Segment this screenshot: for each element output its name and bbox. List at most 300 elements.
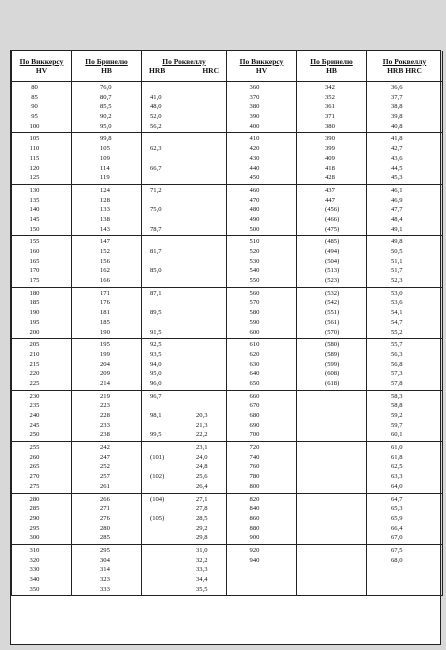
rockwell-hrb-value: 96,7: [150, 392, 162, 400]
vickers-cell-value: 245: [29, 421, 40, 429]
rockwell-hrb-value: [142, 173, 180, 183]
rockwell-hrc-value: [180, 93, 218, 103]
brinell-cell-value: 266: [100, 495, 110, 503]
rockwell-right-cell: [367, 390, 443, 441]
rockwell-hrc-value: [180, 298, 218, 308]
rockwell-right-cell-value: 43,6: [391, 154, 403, 162]
brinell-cell-value: 156: [100, 257, 110, 265]
brinell-cell-value: 128: [100, 196, 110, 204]
brinell-right-cell-value: (532): [325, 289, 340, 297]
brinell-right-cell: [297, 544, 367, 595]
rockwell-hrc-value: [180, 257, 218, 267]
brinell-right-cell-value: [297, 565, 366, 575]
vickers-cell: [12, 442, 72, 493]
brinell-cell-value: 223: [100, 402, 110, 410]
rockwell-hrc-value: 33,3: [196, 566, 208, 574]
vickers-cell-value: 130: [29, 186, 40, 194]
vickers-right-cell-value: 940: [249, 556, 260, 564]
brinell-cell: [72, 133, 142, 184]
brinell-cell-value: 85,5: [100, 103, 112, 111]
brinell-right-cell-value: [297, 575, 366, 585]
rockwell-right-cell-value: 42,7: [391, 145, 403, 153]
hardness-conversion-table-sheet: [10, 50, 441, 645]
vickers-cell: [12, 493, 72, 544]
rockwell-hrc-value: [180, 237, 218, 247]
rockwell-right-cell-value: 60,1: [391, 431, 403, 439]
rockwell-right-cell: [367, 339, 443, 390]
brinell-right-cell-value: (513): [325, 267, 340, 275]
rockwell-right-cell-value: 56,3: [391, 350, 403, 358]
table-row: [12, 287, 443, 338]
vickers-cell-value: 260: [29, 453, 40, 461]
brinell-cell-value: 185: [100, 318, 110, 326]
rockwell-right-cell-value: 64,7: [391, 495, 403, 503]
brinell-right-cell-value: (599): [325, 360, 340, 368]
vickers-cell-value: 110: [29, 145, 40, 153]
brinell-cell-value: 314: [100, 566, 110, 574]
brinell-right-cell-value: (608): [325, 370, 340, 378]
brinell-cell-value: 219: [100, 392, 110, 400]
brinell-right-cell-value: 428: [325, 174, 335, 182]
brinell-right-cell-value: [297, 462, 366, 472]
vickers-cell-value: 280: [29, 495, 40, 503]
vickers-right-cell-value: 650: [249, 379, 260, 387]
vickers-right-cell-value: 860: [249, 514, 260, 522]
brinell-right-cell-value: 447: [325, 196, 335, 204]
brinell-right-cell-value: [297, 504, 366, 514]
vickers-cell-value: 290: [29, 514, 40, 522]
brinell-cell-value: 271: [100, 505, 110, 513]
brinell-right-cell-value: (589): [325, 350, 340, 358]
rockwell-right-cell-value: 49,1: [391, 225, 403, 233]
rockwell-hrb-value: [142, 546, 180, 556]
rockwell-hrc-value: 29,8: [196, 534, 208, 542]
table-row: [12, 493, 443, 544]
rockwell-hrc-value: 32,2: [196, 556, 208, 564]
brinell-right-cell-value: (485): [325, 238, 340, 246]
rockwell-hrb-value: 48,0: [150, 103, 162, 111]
brinell-cell-value: 304: [100, 556, 110, 564]
rockwell-right-cell-value: 45,3: [391, 174, 403, 182]
brinell-right-cell: [297, 236, 367, 287]
rockwell-hrb-value: [142, 524, 180, 534]
table-row: [12, 390, 443, 441]
vickers-cell-value: 240: [29, 412, 40, 419]
rockwell-hrb-value: [142, 556, 180, 566]
brinell-right-cell: [297, 287, 367, 338]
vickers-cell-value: 115: [29, 154, 40, 162]
rockwell-hrc-value: [180, 144, 218, 154]
brinell-cell-value: 124: [100, 186, 110, 194]
rockwell-hrc-value: 34,4: [196, 576, 208, 583]
rockwell-right-cell-value: [367, 565, 442, 575]
brinell-cell-value: 280: [100, 524, 110, 532]
rockwell-hrb-value: 41,0: [150, 93, 162, 101]
table-row: [12, 133, 443, 184]
vickers-right-cell-value: 760: [249, 463, 260, 471]
rockwell-hrb-value: 96,0: [150, 379, 162, 387]
rockwell-hrc-value: 24,0: [196, 453, 208, 461]
vickers-right-cell-value: 550: [249, 277, 260, 285]
vickers-right-cell-value: 510: [249, 238, 260, 246]
vickers-cell-value: 95: [31, 113, 38, 121]
brinell-cell: [72, 82, 142, 133]
brinell-right-cell-value: [297, 453, 366, 463]
brinell-cell-value: 176: [100, 299, 110, 307]
rockwell-cell: [142, 236, 227, 287]
vickers-cell-value: 80: [31, 84, 38, 91]
rockwell-hrc-value: [180, 308, 218, 318]
vickers-cell-value: 105: [29, 135, 40, 143]
rockwell-right-cell-value: 58,3: [391, 392, 403, 400]
rockwell-hrc-value: [180, 134, 218, 144]
brinell-right-cell-value: (580): [325, 341, 340, 349]
vickers-right-cell-value: 360: [249, 84, 260, 91]
rockwell-right-cell-value: 68,0: [391, 556, 403, 564]
brinell-cell-value: 261: [100, 482, 110, 490]
brinell-cell-value: 257: [100, 473, 110, 481]
rockwell-hrc-value: [180, 186, 218, 196]
rockwell-hrc-value: [180, 328, 218, 338]
vickers-right-cell-value: 690: [249, 421, 260, 429]
rockwell-right-cell-value: [367, 585, 442, 595]
vickers-cell-value: 255: [29, 444, 40, 452]
rockwell-right-cell-value: 53,0: [391, 289, 403, 297]
brinell-cell-value: 133: [100, 206, 110, 214]
rockwell-hrb-value: [142, 134, 180, 144]
vickers-right-cell: [227, 184, 297, 235]
vickers-right-cell-value: 470: [249, 196, 260, 204]
brinell-cell-value: 276: [100, 514, 110, 522]
rockwell-right-cell-value: 54,7: [391, 318, 403, 326]
rockwell-hrc-value: [180, 266, 218, 276]
rockwell-right-cell-value: 37,7: [391, 93, 403, 101]
brinell-right-cell: [297, 82, 367, 133]
vickers-cell-value: 235: [29, 402, 40, 410]
brinell-right-cell-value: [297, 421, 366, 431]
brinell-right-cell-value: 352: [325, 93, 335, 101]
vickers-cell-value: 185: [29, 299, 40, 307]
rockwell-right-cell: [367, 82, 443, 133]
table-row: [12, 82, 443, 133]
brinell-right-header: По Бринелю HB: [297, 51, 367, 82]
vickers-right-cell-value: 630: [249, 360, 260, 368]
brinell-cell-value: 119: [100, 174, 110, 182]
rockwell-right-cell-value: 52,3: [391, 277, 403, 285]
brinell-cell-value: 109: [100, 154, 110, 162]
brinell-cell-value: 166: [100, 277, 110, 285]
vickers-right-cell: [227, 339, 297, 390]
vickers-cell-value: 295: [29, 524, 40, 532]
brinell-cell-value: 228: [100, 412, 110, 419]
rockwell-right-cell-value: 39,8: [391, 113, 403, 121]
brinell-right-cell-value: [297, 430, 366, 440]
brinell-right-cell-value: (561): [325, 318, 340, 326]
brinell-right-cell-value: [297, 472, 366, 482]
brinell-cell-value: 76,0: [100, 84, 112, 91]
vickers-right-cell-value: 840: [249, 505, 260, 513]
rockwell-hrc-value: [180, 173, 218, 183]
vickers-cell-value: 140: [29, 206, 40, 214]
brinell-right-cell-value: 409: [325, 154, 335, 162]
brinell-cell: [72, 339, 142, 390]
brinell-right-cell-value: (618): [325, 379, 340, 387]
rockwell-hrb-value: [142, 196, 180, 206]
rockwell-hrc-value: 25,6: [196, 473, 208, 481]
brinell-cell-value: 238: [100, 431, 110, 439]
rockwell-hrc-value: 22,2: [196, 431, 208, 439]
rockwell-hrb-value: 92,5: [150, 341, 162, 349]
rockwell-hrc-value: [180, 215, 218, 225]
rockwell-right-cell-value: 67,5: [391, 546, 403, 554]
rockwell-hrb-value: [142, 215, 180, 225]
vickers-cell-value: 120: [29, 164, 40, 172]
vickers-cell-value: 190: [29, 309, 40, 317]
vickers-right-cell-value: 640: [249, 370, 260, 378]
vickers-cell-value: 135: [29, 196, 40, 204]
rockwell-cell: [142, 133, 227, 184]
brinell-cell-value: 105: [100, 145, 110, 153]
brinell-right-cell-value: [297, 514, 366, 524]
rockwell-hrb-value: [142, 257, 180, 267]
rockwell-hrc-value: [180, 392, 218, 402]
vickers-left-header: По Виккерсу HV: [12, 51, 72, 82]
brinell-cell-value: 190: [100, 328, 110, 336]
vickers-cell-value: 195: [29, 318, 40, 326]
brinell-right-cell-value: 380: [325, 122, 335, 130]
rockwell-hrb-value: (102): [150, 473, 165, 481]
brinell-cell-value: 242: [100, 444, 110, 452]
brinell-cell: [72, 287, 142, 338]
vickers-cell-value: 100: [29, 122, 40, 130]
vickers-cell-value: 250: [29, 431, 40, 439]
vickers-cell-value: 200: [29, 328, 40, 336]
rockwell-hrc-value: 27,1: [196, 495, 208, 503]
brinell-right-cell-value: (542): [325, 299, 340, 307]
vickers-right-cell: [227, 287, 297, 338]
brinell-right-cell-value: 390: [325, 135, 335, 143]
vickers-cell: [12, 236, 72, 287]
brinell-cell: [72, 236, 142, 287]
rockwell-hrc-value: 35,5: [196, 585, 208, 593]
brinell-right-cell: [297, 390, 367, 441]
vickers-cell-value: 285: [29, 505, 40, 513]
rockwell-hrc-value: [180, 154, 218, 164]
rockwell-right-cell-value: 62,5: [391, 463, 403, 471]
rockwell-cell: [142, 82, 227, 133]
rockwell-hrb-value: 75,0: [150, 206, 162, 214]
rockwell-right-cell-value: 50,5: [391, 248, 403, 255]
rockwell-right-cell-value: 36,6: [391, 84, 403, 91]
vickers-cell: [12, 184, 72, 235]
vickers-cell-value: 165: [29, 257, 40, 265]
vickers-cell-value: 350: [29, 585, 40, 593]
brinell-cell-value: 99,8: [100, 135, 112, 143]
brinell-right-cell-value: [297, 495, 366, 505]
brinell-right-cell-value: [297, 443, 366, 453]
vickers-cell: [12, 339, 72, 390]
brinell-cell-value: 162: [100, 267, 110, 275]
rockwell-right-cell-value: 51,1: [391, 257, 403, 265]
vickers-right-cell-value: 800: [249, 482, 260, 490]
rockwell-cell: [142, 339, 227, 390]
vickers-right-cell-value: 610: [249, 341, 260, 349]
brinell-cell: [72, 493, 142, 544]
vickers-cell-value: 175: [29, 277, 40, 285]
vickers-right-cell-value: 570: [249, 299, 260, 307]
vickers-cell-value: 230: [29, 392, 40, 400]
rockwell-hrb-value: 98,1: [150, 412, 162, 419]
brinell-cell-value: 209: [100, 370, 110, 378]
rockwell-right-cell-value: 46,9: [391, 196, 403, 204]
rockwell-hrb-value: 95,0: [150, 370, 162, 378]
vickers-right-cell-value: 670: [249, 402, 260, 410]
rockwell-hrc-value: [180, 379, 218, 389]
brinell-cell-value: 252: [100, 463, 110, 471]
vickers-cell-value: 125: [29, 174, 40, 182]
brinell-right-cell-value: (551): [325, 309, 340, 317]
rockwell-right-cell-value: 58,8: [391, 402, 403, 410]
rockwell-right-cell-value: 41,8: [391, 135, 403, 143]
vickers-right-cell-value: 620: [249, 350, 260, 358]
rockwell-right-cell-value: 61,0: [391, 444, 403, 452]
vickers-right-cell-value: [227, 585, 296, 595]
brinell-cell-value: 233: [100, 421, 110, 429]
rockwell-hrb-value: (105): [150, 514, 165, 522]
rockwell-hrc-value: [180, 350, 218, 360]
brinell-right-cell: [297, 442, 367, 493]
vickers-cell-value: 330: [29, 566, 40, 574]
vickers-cell: [12, 390, 72, 441]
rockwell-hrc-value: [180, 289, 218, 299]
rockwell-hrb-value: [142, 504, 180, 514]
rockwell-right-cell-value: 54,1: [391, 309, 403, 317]
vickers-right-cell-value: 440: [249, 164, 260, 172]
rockwell-cell: [142, 287, 227, 338]
brinell-cell-value: 214: [100, 379, 110, 387]
rockwell-hrc-value: 26,4: [196, 482, 208, 490]
vickers-right-cell: [227, 493, 297, 544]
rockwell-right-cell-value: 64,0: [391, 482, 403, 490]
brinell-cell-value: 114: [100, 164, 110, 172]
brinell-right-cell-value: (475): [325, 225, 340, 233]
rockwell-hrc-value: [180, 225, 218, 235]
brinell-right-cell-value: [297, 482, 366, 492]
vickers-right-cell-value: 660: [249, 392, 260, 400]
brinell-right-cell-value: (570): [325, 328, 340, 336]
rockwell-hrc-value: [180, 83, 218, 93]
vickers-cell-value: 340: [29, 576, 40, 583]
vickers-right-cell-value: 540: [249, 267, 260, 275]
rockwell-hrc-value: [180, 205, 218, 215]
rockwell-right-cell-value: 49,8: [391, 238, 403, 246]
rockwell-hrb-value: 99,5: [150, 431, 162, 439]
rockwell-right-cell-value: 53,6: [391, 299, 403, 307]
rockwell-right-cell-value: 40,8: [391, 122, 403, 130]
vickers-cell-value: 90: [31, 103, 38, 111]
table-header-row: [12, 51, 443, 82]
rockwell-cell: [142, 493, 227, 544]
rockwell-hrc-value: 24,8: [196, 463, 208, 471]
rockwell-right-cell-value: 66,4: [391, 524, 403, 532]
vickers-right-cell-value: 500: [249, 225, 260, 233]
rockwell-hrc-value: [180, 196, 218, 206]
rockwell-right-cell-value: 67,0: [391, 534, 403, 542]
vickers-right-cell-value: 410: [249, 135, 260, 143]
rockwell-hrc-value: [180, 122, 218, 132]
rockwell-hrb-value: [142, 533, 180, 543]
vickers-right-cell-value: 560: [249, 289, 260, 297]
vickers-cell-value: 205: [29, 341, 40, 349]
vickers-cell-value: 275: [29, 482, 40, 490]
table-row: [12, 339, 443, 390]
rockwell-right-cell-value: 48,4: [391, 215, 403, 223]
rockwell-hrb-value: 87,1: [150, 289, 162, 297]
rockwell-right-cell-value: 65,3: [391, 505, 403, 513]
table-row: [12, 184, 443, 235]
rockwell-right-cell-value: 44,5: [391, 164, 403, 172]
table-row: [12, 236, 443, 287]
brinell-cell-value: 333: [100, 585, 110, 593]
rockwell-right-cell-value: 46,1: [391, 186, 403, 194]
table-row: [12, 442, 443, 493]
rockwell-hrb-value: [142, 298, 180, 308]
brinell-cell-value: 152: [100, 248, 110, 255]
rockwell-hrc-value: [180, 164, 218, 174]
rockwell-right-cell-value: 59,2: [391, 412, 403, 419]
brinell-cell-value: 138: [100, 215, 110, 223]
rockwell-hrb-value: [142, 276, 180, 286]
rockwell-hrc-value: [180, 340, 218, 350]
rockwell-hrc-value: [180, 318, 218, 328]
rockwell-hrb-value: (104): [150, 495, 165, 503]
brinell-cell-value: 171: [100, 289, 110, 297]
vickers-cell-value: 215: [29, 360, 40, 368]
rockwell-cell: [142, 390, 227, 441]
brinell-cell: [72, 442, 142, 493]
rockwell-hrb-value: 93,5: [150, 350, 162, 358]
vickers-right-cell-value: 390: [249, 113, 260, 121]
rockwell-hrb-value: [142, 421, 180, 431]
rockwell-hrb-value: 85,0: [150, 267, 162, 275]
rockwell-hrb-value: [142, 318, 180, 328]
rockwell-hrb-value: [142, 585, 180, 595]
vickers-right-cell-value: [227, 565, 296, 575]
vickers-cell-value: 145: [29, 215, 40, 223]
brinell-right-cell-value: (466): [325, 215, 340, 223]
rockwell-hrc-value: [180, 369, 218, 379]
vickers-cell-value: 300: [29, 534, 40, 542]
rockwell-hrb-value: 71,2: [150, 186, 162, 194]
brinell-cell: [72, 390, 142, 441]
rockwell-right-cell-value: 65,9: [391, 514, 403, 522]
vickers-right-cell: [227, 390, 297, 441]
rockwell-hrb-value: 62,3: [150, 145, 162, 153]
rockwell-cell: [142, 544, 227, 595]
brinell-right-cell-value: (456): [325, 206, 340, 214]
vickers-right-cell-value: 420: [249, 145, 260, 153]
brinell-right-cell-value: [297, 392, 366, 402]
rockwell-hrc-value: 20,3: [196, 412, 208, 419]
rockwell-hrb-value: 89,5: [150, 309, 162, 317]
brinell-cell-value: 80,7: [100, 93, 112, 101]
rockwell-right-cell: [367, 493, 443, 544]
rockwell-hrc-value: 28,5: [196, 514, 208, 522]
brinell-right-cell: [297, 133, 367, 184]
vickers-right-cell-value: 700: [249, 431, 260, 439]
vickers-right-cell-value: 460: [249, 186, 260, 194]
vickers-right-cell-value: 480: [249, 206, 260, 214]
